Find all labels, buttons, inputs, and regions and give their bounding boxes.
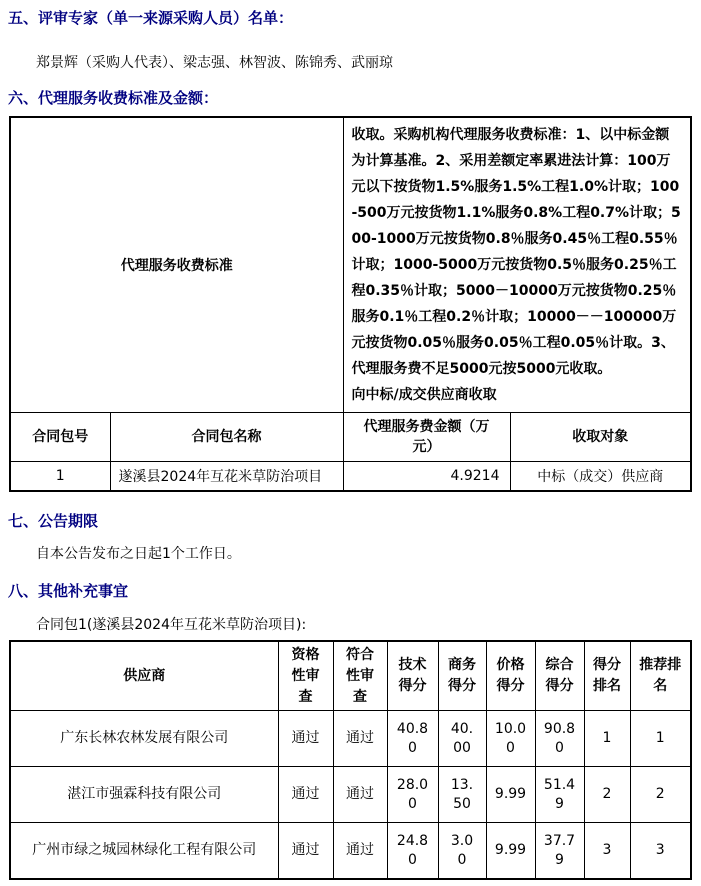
evaluation-score-table <box>9 640 692 880</box>
col-header-conformity-review: 符合性审查 <box>333 641 387 711</box>
overall-score-cell: 51.49 <box>535 767 584 823</box>
section-5-heading: 五、评审专家（单一来源采购人员）名单： <box>8 9 294 27</box>
col-header-fee-amount: 代理服务费金额（万元） <box>343 413 510 462</box>
experts-list: 郑景辉（采购人代表）、梁志强、林智波、陈锦秀、武丽琼 <box>36 55 393 71</box>
qualification-cell: 通过 <box>278 823 333 880</box>
col-header-technical-score: 技术得分 <box>387 641 438 711</box>
payer-cell: 中标（成交）供应商 <box>510 462 691 492</box>
conformity-cell: 通过 <box>333 823 387 880</box>
col-header-payer: 收取对象 <box>510 413 691 462</box>
supplier-name-cell: 广州市绿之城园林绿化工程有限公司 <box>10 823 278 880</box>
package-name-cell: 遂溪县2024年互花米草防治项目 <box>110 462 343 492</box>
overall-score-cell: 37.79 <box>535 823 584 880</box>
contract-package-intro: 合同包1(遂溪县2024年互花米草防治项目): <box>36 617 307 633</box>
section-8-heading: 八、其他补充事宜 <box>8 582 129 600</box>
score-rank-cell: 2 <box>584 767 630 823</box>
fee-amount-cell: 4.9214 <box>343 462 510 492</box>
recommend-rank-cell: 1 <box>630 711 691 767</box>
conformity-cell: 通过 <box>333 711 387 767</box>
score-table-row <box>10 711 691 767</box>
col-header-price-score: 价格得分 <box>486 641 535 711</box>
technical-score-cell: 24.80 <box>387 823 438 880</box>
package-no-cell: 1 <box>10 462 110 492</box>
announcement-document <box>8 8 691 880</box>
fee-standard-text-cell <box>343 117 691 413</box>
fee-standard-row <box>10 117 691 413</box>
technical-score-cell: 40.80 <box>387 711 438 767</box>
col-header-qualification-review: 资格性审查 <box>278 641 333 711</box>
col-header-recommend-rank: 推荐排名 <box>630 641 691 711</box>
qualification-cell: 通过 <box>278 711 333 767</box>
fee-collect-target: 向中标/成交供应商收取 <box>351 387 497 403</box>
recommend-rank-cell: 3 <box>630 823 691 880</box>
conformity-cell: 通过 <box>333 767 387 823</box>
col-header-score-rank: 得分排名 <box>584 641 630 711</box>
agency-fee-table <box>9 116 692 492</box>
recommend-rank-cell: 2 <box>630 767 691 823</box>
col-header-overall-score: 综合得分 <box>535 641 584 711</box>
supplier-name-cell: 湛江市强霖科技有限公司 <box>10 767 278 823</box>
score-table-header-row <box>10 641 691 711</box>
score-rank-cell: 3 <box>584 823 630 880</box>
price-score-cell: 9.99 <box>486 767 535 823</box>
overall-score-cell: 90.80 <box>535 711 584 767</box>
price-score-cell: 9.99 <box>486 823 535 880</box>
col-header-supplier: 供应商 <box>10 641 278 711</box>
col-header-business-score: 商务得分 <box>438 641 486 711</box>
fee-table-data-row <box>10 462 691 492</box>
business-score-cell: 3.00 <box>438 823 486 880</box>
supplier-name-cell: 广东长林农林发展有限公司 <box>10 711 278 767</box>
technical-score-cell: 28.00 <box>387 767 438 823</box>
qualification-cell: 通过 <box>278 767 333 823</box>
section-6-heading: 六、代理服务收费标准及金额： <box>8 89 219 107</box>
fee-standard-label-cell: 代理服务收费标准 <box>10 117 343 413</box>
business-score-cell: 40.00 <box>438 711 486 767</box>
score-table-row <box>10 823 691 880</box>
price-score-cell: 10.00 <box>486 711 535 767</box>
score-rank-cell: 1 <box>584 711 630 767</box>
fee-table-header-row <box>10 413 691 462</box>
fee-standard-description: 收取。采购机构代理服务收费标准：1、以中标金额为计算基准。2、采用差额定率累进法计算：100万元以下按货物1.5%服务1.5%工程1.0%计取；100-500万元按货物1.1%服务0.8%工程0.7%计取；500-1000万元按货物0.8％服务0.45％工程0.55％计取；1000-5000万元按货物0.5％服务0.25％工程0.35％计取；5000－10000万元按货物0.25％服务0.1％工程0.2％计取；10000－－100000万元按货物0.05％服务0.05％工程0.05％计取。3、代理服务费不足5000元按5000元收取。 <box>351 127 681 377</box>
col-header-package-no: 合同包号 <box>10 413 110 462</box>
score-table-row <box>10 767 691 823</box>
col-header-package-name: 合同包名称 <box>110 413 343 462</box>
announcement-period-text: 自本公告发布之日起1个工作日。 <box>36 546 241 562</box>
section-7-heading: 七、公告期限 <box>8 512 99 530</box>
business-score-cell: 13.50 <box>438 767 486 823</box>
